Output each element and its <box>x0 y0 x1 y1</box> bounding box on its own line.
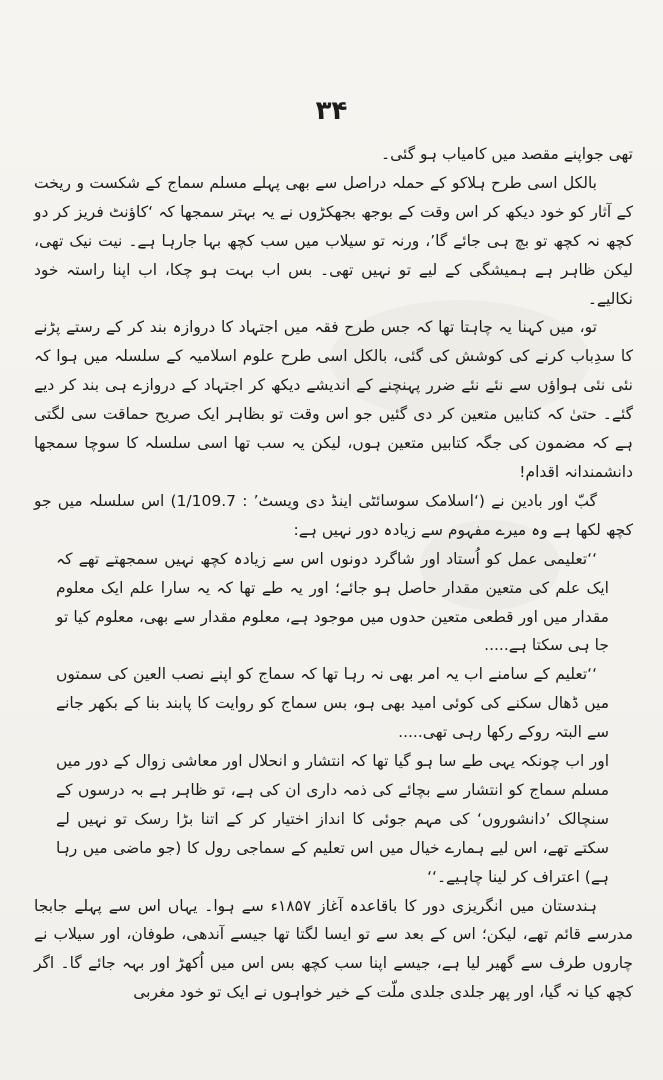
paragraph: تھی جواپنے مقصد میں کامیاب ہو گئی۔ <box>381 145 633 163</box>
page-number: ۳۴ <box>315 96 348 126</box>
page-body <box>34 140 633 1007</box>
paragraph: گبّ اور بادین نے (‘اسلامک سوسائٹی اینڈ دی ویسٹ’ : 1/109.7) اس سلسلہ میں جو کچھ لکھا ہے وہ میرے مفہوم سے زیادہ دور نہیں ہے: <box>34 491 633 539</box>
paragraph: ہندستان میں انگریزی دور کا باقاعدہ آغاز ۱۸۵۷ء سے ہوا۔ یہاں اس سے پہلے جابجا مدرسے قائم تھے، لیکن؛ اس کے بعد سے تو ایسا لگتا تھا جیسے آندھی، طوفان، اور سیلاب نے چاروں طرف سے گھیر لیا ہے، جیسے اپنا سب کچھ بس اس میں اُکھڑ اور بہہ جائے گا۔ اگر کچھ کیا نہ گیا، اور پھر جلدی جلدی ملّت کے خیر خواہوں نے ایک تو خود مغربی <box>34 896 633 1002</box>
paragraph: تو، میں کہنا یہ چاہتا تھا کہ جس طرح فقہ میں اجتہاد کا دروازہ بند کر کے رستے پڑنے کا سدِباب کرنے کی کوشش کی گئی، بالکل اسی طرح علوم اسلامیہ کے سلسلہ میں ہوا کہ نئی نئی ہواؤں سے نئے نئے ضرر پہنچنے کے اندیشے دیکھ کر اجتہاد کے دروازے ہی بند کر دیے گئے۔ حتیٰ کہ کتابیں متعین کر دی گئیں جو اس وقت تو بظاہر ایک صریح حماقت سی لگتی ہے کہ مضمون کی جگہ کتابیں متعین ہوں، لیکن یہ سب تھا اسی سلسلہ کا سوچا سمجھا دانشمندانہ اقدام! <box>34 318 633 481</box>
block-quote: ‘‘تعلیم کے سامنے اب یہ امر بھی نہ رہا تھا کہ سماج کو اپنے نصب العین کی سمتوں میں ڈھال سکنے کی کوئی امید بھی ہو، بس سماج کو روایت کا پابند بنا کے بکھر جانے سے البتہ روکے رکھا رہی تھی..... <box>56 665 609 742</box>
block-quote: ‘‘تعلیمی عمل کو اُستاد اور شاگرد دونوں اس سے زیادہ کچھ نہیں سمجھتے تھے کہ ایک علم کی متعین مقدار حاصل ہو جائے؛ اور یہ طے تھا کہ یہ سارا علم ایک معلوم مقدار میں اور قطعی متعین حدوں میں موجود ہے، معلوم مقدار سے بھی، معلوم کیا تو جا ہی سکتا ہے..... <box>56 549 609 655</box>
block-quote: اور اب چونکہ یہی طے سا ہو گیا تھا کہ انتشار و انحلال اور معاشی زوال کے دور میں مسلم سماج کو انتشار سے بچائے کی ذمہ داری ان کی ہے، تو ظاہر ہے بہ درسوں کے سنچالک ’دانشوروں‘ کی مہم جوئی کا انداز اختیار کر کے اتنا بڑا رسک تو نہیں لے سکتے تھے، اس لیے ہمارے خیال میں اس تعلیم کے سماجی رول کا (جو ماضی میں رہا ہے) اعتراف کر لینا چاہیے۔‘‘ <box>56 752 609 886</box>
paragraph: بالکل اسی طرح ہلاکو کے حملہ دراصل سے بھی پہلے مسلم سماج کے شکست و ریخت کے آثار کو خود دیکھ کر اس وقت کے بوجھ بجھکڑوں نے یہ بہتر سمجھا کہ ‘کاؤنٹ فریز کر دو کچھ نہ کچھ تو بچ ہی جائے گا’، ورنہ تو سیلاب میں سب کچھ بہا جارہا ہے۔ نیت نیک تھی، لیکن ظاہر ہے ہمیشگی کے لیے تو نہیں تھی۔ بس اب بہت ہو چکا، اب اپنا راستہ خود نکالیے۔ <box>34 173 633 308</box>
